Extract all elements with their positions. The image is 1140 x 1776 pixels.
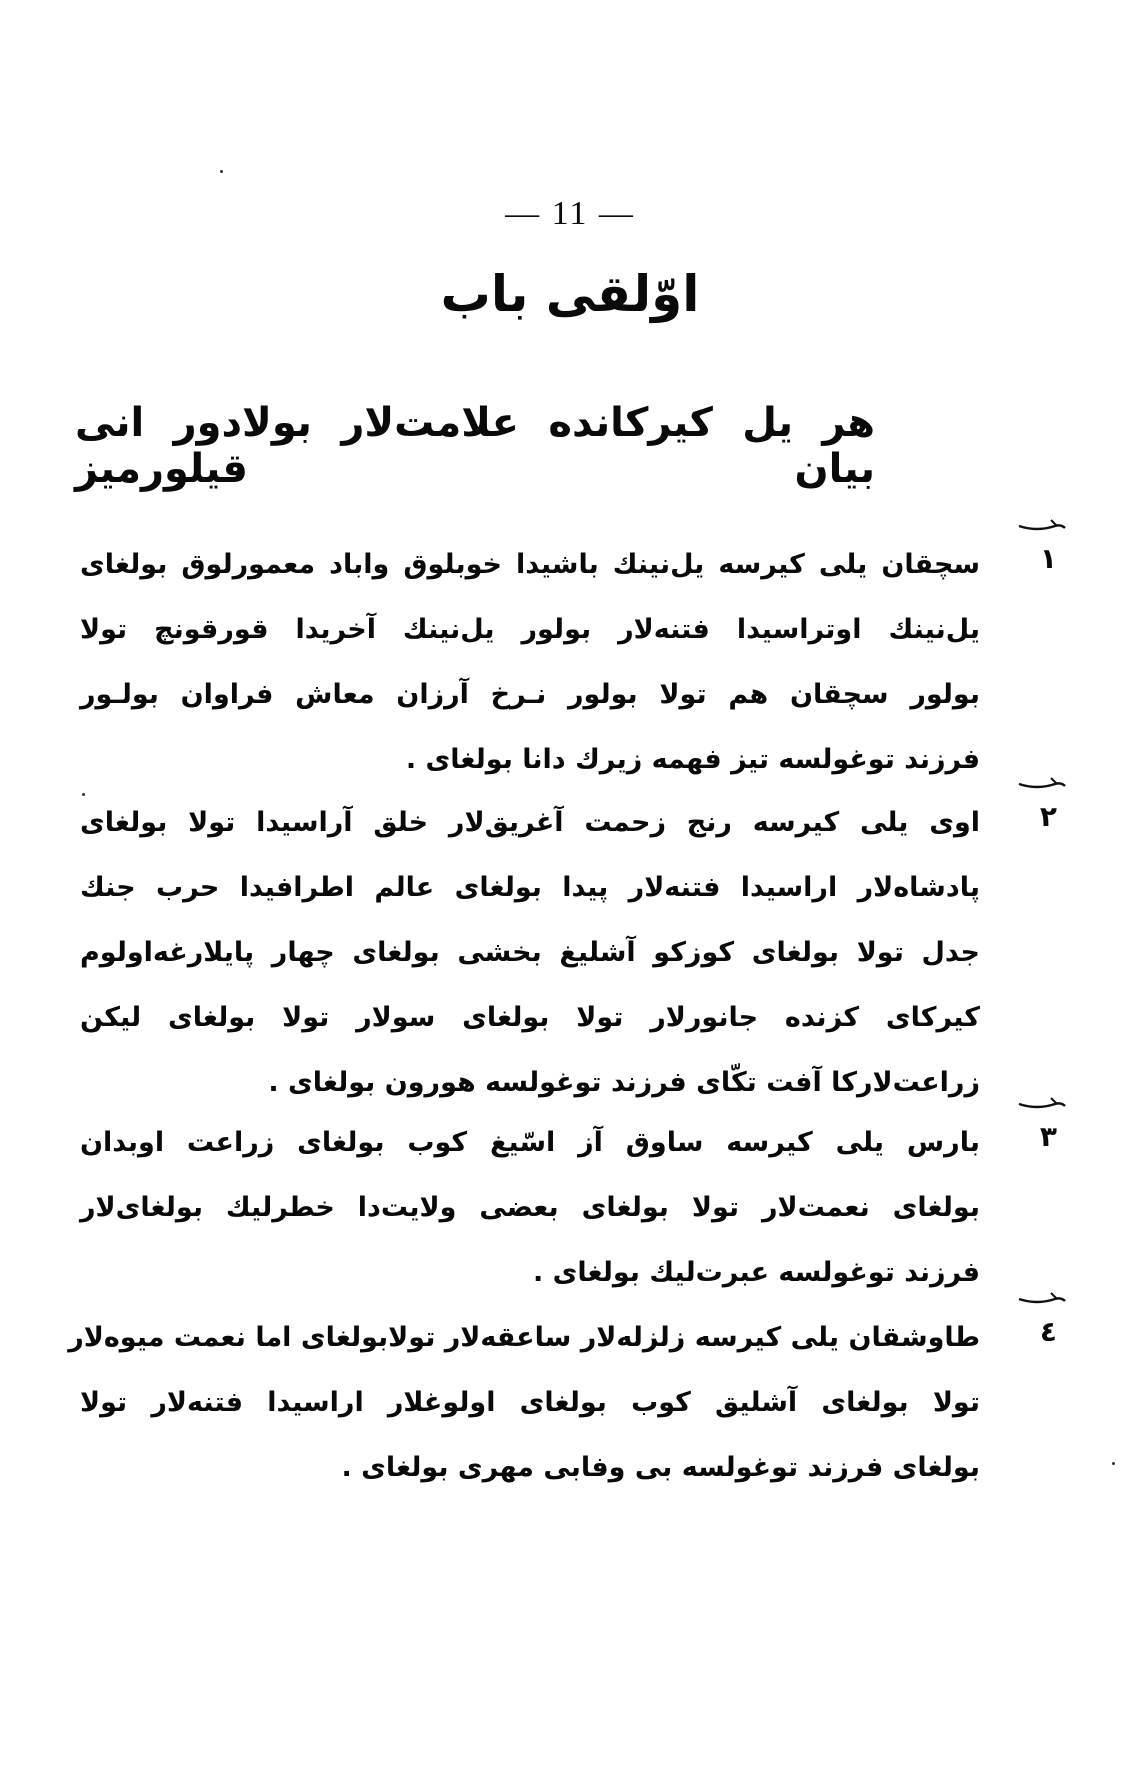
text-line: بولغاى نعمت‌لار تولا بولغاى بعضى ولايت‌دا خطرليك بولغاى‌لار — [80, 1192, 980, 1223]
scan-speck — [1112, 1462, 1115, 1465]
text-line: يل‌نينك اوتراسيدا فتنه‌لار بولور يل‌نينك آخريدا قورقونچ تولا — [80, 614, 980, 645]
text-line: بولور سچقان هم تولا بولور نـرخ آرزان معاش فراوان بولـور — [80, 679, 980, 710]
text-line: سچقان يلى كيرسه يل‌نينك باشيدا خوبلوق واباد معمورلوق بولغاى — [80, 549, 980, 580]
section-marker — [1005, 1110, 1075, 1170]
text-line: زراعت‌لاركا آفت تكّاى فرزند توغولسه هورون بولغاى . — [268, 1067, 980, 1098]
section-marker — [1005, 1305, 1075, 1365]
swash-ornament-icon — [1017, 1291, 1067, 1311]
section-number: ٤ — [1039, 1315, 1057, 1348]
section-4 — [68, 1305, 1075, 1500]
scan-speck — [82, 793, 85, 796]
section-number: ٢ — [1039, 800, 1057, 833]
text-line: طاوشقان يلى كيرسه زلزله‌لار ساعقه‌لار تولا‌بولغاى اما نعمت ميوه‌لار — [68, 1322, 980, 1353]
page-number: — 11 — — [505, 195, 635, 232]
scan-speck — [220, 170, 223, 173]
section-number: ١ — [1039, 542, 1057, 575]
text-line: بارس يلى كيرسه ساوق آز اسّيغ كوب بولغاى زراعت اوبدان — [80, 1127, 980, 1158]
swash-ornament-icon — [1017, 776, 1067, 796]
section-marker — [1005, 790, 1075, 850]
swash-ornament-icon — [1017, 518, 1067, 538]
text-line: جدل تولا بولغاى كوزكو آشليغ بخشى بولغاى چهار پايلارغه‌اولوم — [80, 937, 980, 968]
text-line: بولغاى فرزند توغولسه بى وفابى مهرى بولغاى . — [341, 1452, 980, 1483]
section-number: ٣ — [1039, 1120, 1057, 1153]
section-1 — [80, 532, 1075, 792]
section-3 — [80, 1110, 1075, 1305]
text-line: فرزند توغولسه تيز فهمه زيرك دانا بولغاى . — [405, 744, 980, 775]
chapter-subtitle: هر يل كيركانده علامت‌لار بولادور انى بيان قيلورميز — [75, 400, 875, 492]
text-line: فرزند توغولسه عبرت‌ليك بولغاى . — [532, 1257, 980, 1288]
section-2 — [80, 790, 1075, 1115]
text-line: كيركاى كزنده جانورلار تولا بولغاى سولار تولا بولغاى ليكن — [80, 1002, 980, 1033]
chapter-title: اوّلقی باب — [440, 265, 700, 323]
section-marker — [1005, 532, 1075, 592]
text-line: پادشاه‌لار اراسيدا فتنه‌لار پيدا بولغاى عالم اطرافيدا حرب جنك — [80, 872, 980, 903]
swash-ornament-icon — [1017, 1096, 1067, 1116]
text-line: اوى يلى كيرسه رنج زحمت آغريق‌لار خلق آراسيدا تولا بولغاى — [80, 807, 980, 838]
text-line: تولا بولغاى آشليق كوب بولغاى اولوغلار اراسيدا فتنه‌لار تولا — [80, 1387, 980, 1418]
